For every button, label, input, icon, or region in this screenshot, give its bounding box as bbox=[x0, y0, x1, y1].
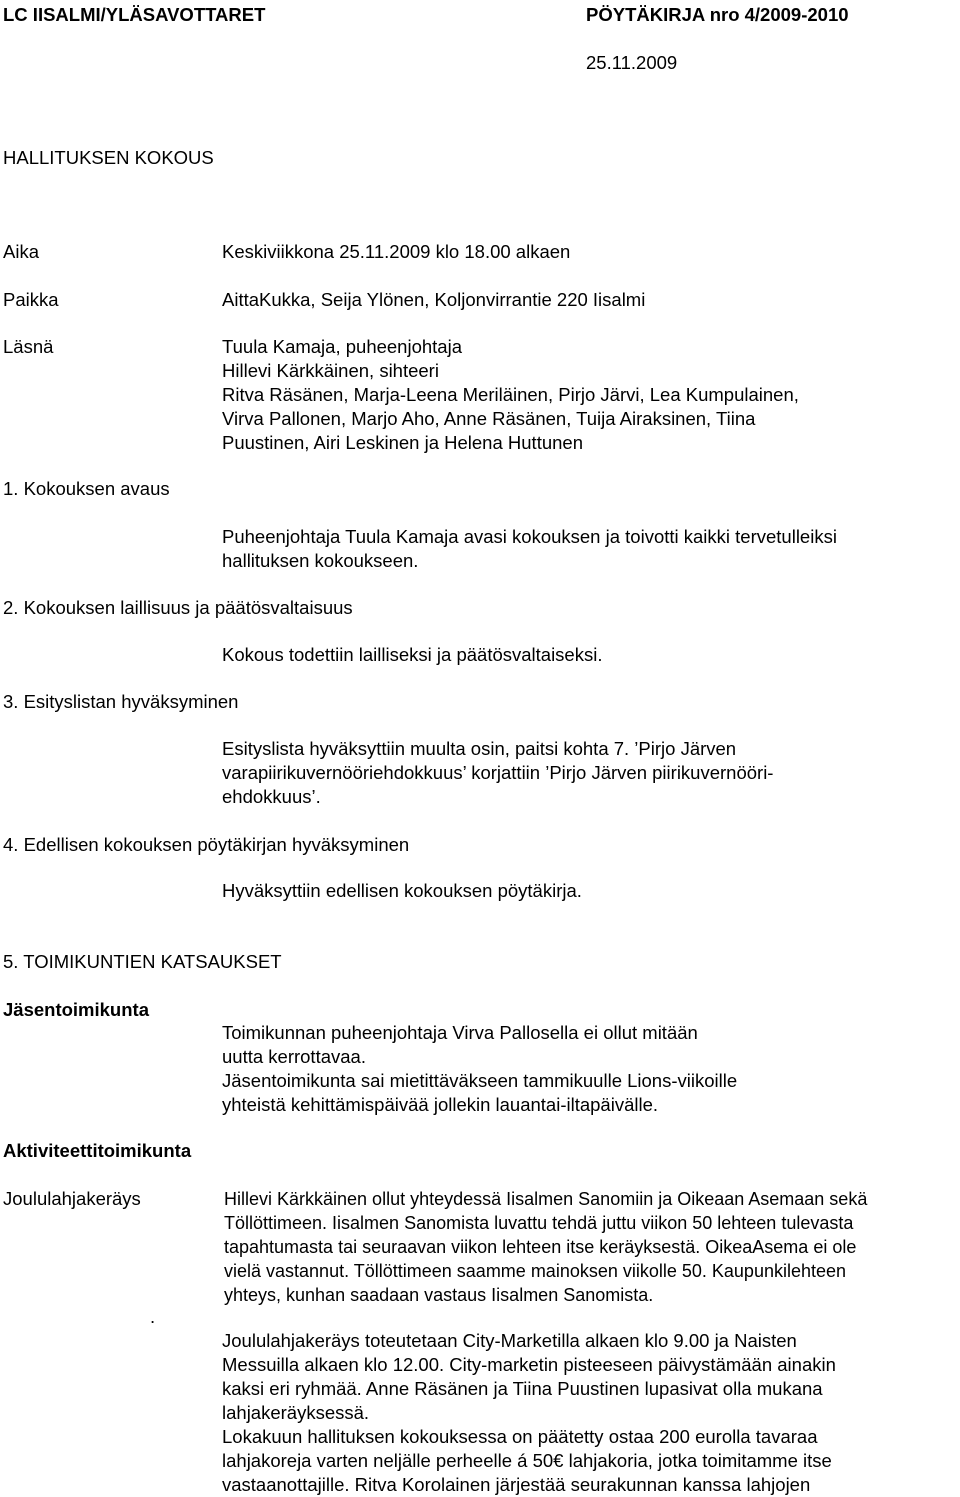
aktiviteetti-paragraph-1 bbox=[224, 1187, 867, 1307]
text-line: vastaanottajille. Ritva Korolainen järjestää seurakunnan kanssa lahjojen bbox=[222, 1474, 811, 1495]
text-line: yhteys, kunhan saadaan vastaus Iisalmen Sanomista. bbox=[224, 1285, 654, 1305]
section-4-heading: 4. Edellisen kokouksen pöytäkirjan hyväksyminen bbox=[3, 834, 410, 855]
aika-value: Keskiviikkona 25.11.2009 klo 18.00 alkaen bbox=[222, 241, 571, 262]
attendee-line: Hillevi Kärkkäinen, sihteeri bbox=[222, 360, 439, 381]
paikka-value: AittaKukka, Seija Ylönen, Koljonvirrantie 220 Iisalmi bbox=[222, 289, 646, 310]
aktiviteetti-paragraph-2 bbox=[222, 1329, 836, 1497]
text-line: ehdokkuus’. bbox=[222, 786, 321, 807]
text-line: Hillevi Kärkkäinen ollut yhteydessä Iisalmen Sanomiin ja Oikeaan Asemaan sekä bbox=[224, 1189, 868, 1209]
text-line: Toimikunnan puheenjohtaja Virva Pallosella ei ollut mitään bbox=[222, 1022, 698, 1043]
section-2-heading: 2. Kokouksen laillisuus ja päätösvaltaisuus bbox=[3, 597, 353, 618]
text-line: tapahtumasta tai seuraavan viikon lehteen itse keräyksestä. OikeaAsema ei ole bbox=[224, 1237, 857, 1257]
joululahjakerays-label: Joululahjakeräys bbox=[3, 1188, 141, 1209]
section-1-text bbox=[222, 525, 837, 573]
lasna-label: Läsnä bbox=[3, 336, 54, 357]
text-line: varapiirikuvernööriehdokkuus’ korjattiin ’Pirjo Järven piirikuvernööri- bbox=[222, 762, 774, 783]
section-2-text bbox=[222, 643, 602, 667]
text-line: Kokous todettiin lailliseksi ja päätösvaltaiseksi. bbox=[222, 644, 603, 665]
text-line: Esityslista hyväksyttiin muulta osin, paitsi kohta 7. ’Pirjo Järven bbox=[222, 738, 737, 759]
aktiviteettitoimikunta-heading: Aktiviteettitoimikunta bbox=[3, 1140, 192, 1161]
meeting-title: HALLITUKSEN KOKOUS bbox=[3, 147, 214, 168]
section-1-heading: 1. Kokouksen avaus bbox=[3, 478, 170, 499]
text-line: Messuilla alkaen klo 12.00. City-marketin pisteeseen päivystämään ainakin bbox=[222, 1354, 836, 1375]
text-line: Puheenjohtaja Tuula Kamaja avasi kokouksen ja toivotti kaikki tervetulleiksi bbox=[222, 526, 837, 547]
text-line: Lokakuun hallituksen kokouksessa on päätetty ostaa 200 eurolla tavaraa bbox=[222, 1426, 818, 1447]
document-title: PÖYTÄKIRJA nro 4/2009-2010 bbox=[586, 4, 849, 25]
section-3-heading: 3. Esityslistan hyväksyminen bbox=[3, 691, 239, 712]
text-line: Töllöttimeen. Iisalmen Sanomista luvattu tehdä juttu viikon 50 lehteen tulevasta bbox=[224, 1213, 854, 1233]
attendee-line: Puustinen, Airi Leskinen ja Helena Huttunen bbox=[222, 432, 583, 453]
text-line: lahjakeräyksessä. bbox=[222, 1402, 370, 1423]
text-line: vielä vastannut. Töllöttimeen saamme mainoksen viikolle 50. Kaupunkilehteen bbox=[224, 1261, 847, 1281]
attendee-line: Ritva Räsänen, Marja-Leena Meriläinen, Pirjo Järvi, Lea Kumpulainen, bbox=[222, 384, 799, 405]
text-line: Hyväksyttiin edellisen kokouksen pöytäkirja. bbox=[222, 880, 582, 901]
paikka-label: Paikka bbox=[3, 289, 59, 310]
dot-mark: . bbox=[150, 1306, 156, 1327]
text-line: Jäsentoimikunta sai mietittäväkseen tammikuulle Lions-viikoille bbox=[222, 1070, 738, 1091]
aika-label: Aika bbox=[3, 241, 39, 262]
text-line: kaksi eri ryhmää. Anne Räsänen ja Tiina Puustinen lupasivat olla mukana bbox=[222, 1378, 823, 1399]
text-line: uutta kerrottavaa. bbox=[222, 1046, 366, 1067]
document-date: 25.11.2009 bbox=[586, 52, 678, 73]
jasentoimikunta-heading: Jäsentoimikunta bbox=[3, 999, 149, 1020]
text-line: yhteistä kehittämispäivää jollekin lauantai-iltapäivälle. bbox=[222, 1094, 659, 1115]
attendee-list bbox=[222, 335, 799, 455]
attendee-line: Tuula Kamaja, puheenjohtaja bbox=[222, 336, 462, 357]
section-3-text bbox=[222, 737, 773, 809]
text-line: hallituksen kokoukseen. bbox=[222, 550, 419, 571]
text-line: Joululahjakeräys toteutetaan City-Marketilla alkaen klo 9.00 ja Naisten bbox=[222, 1330, 797, 1351]
section-5-heading: 5. TOIMIKUNTIEN KATSAUKSET bbox=[3, 951, 282, 972]
section-4-text bbox=[222, 879, 582, 903]
attendee-line: Virva Pallonen, Marjo Aho, Anne Räsänen, Tuija Airaksinen, Tiina bbox=[222, 408, 756, 429]
jasentoimikunta-text bbox=[222, 1021, 737, 1117]
text-line: lahjakoreja varten neljälle perheelle á 50€ lahjakoria, jotka toimitamme itse bbox=[222, 1450, 832, 1471]
organization-name: LC IISALMI/YLÄSAVOTTARET bbox=[3, 4, 266, 25]
